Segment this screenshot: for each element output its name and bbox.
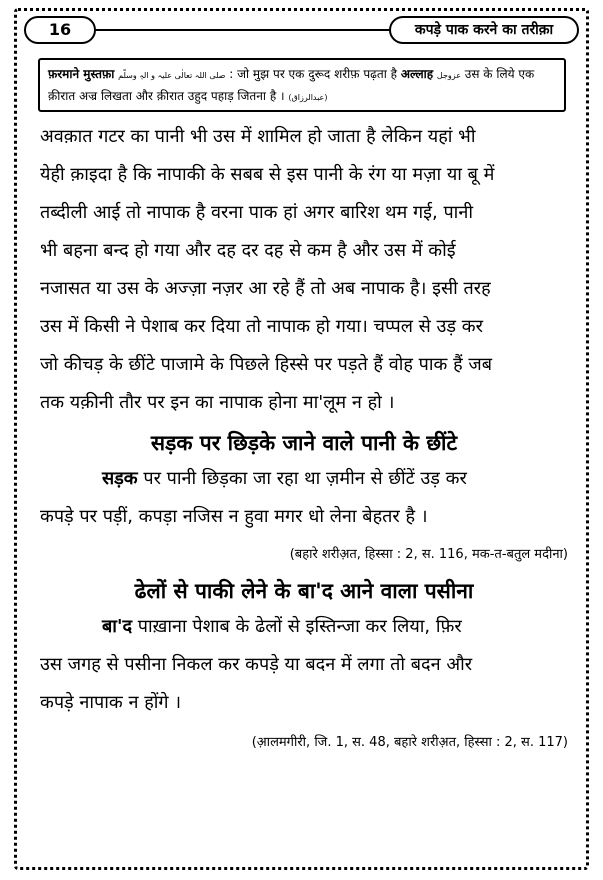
reference-2: (आ़लमगीरी, जि. 1, स. 48, बहारे शरीअ़त, हिस्सा : 2, स. 117)	[251, 735, 568, 750]
reference-1: (बहारे शरीअ़त, हिस्सा : 2, स. 116, मक-त-बतुल मदीना)	[289, 547, 568, 562]
text-line	[40, 460, 568, 498]
header-rule	[96, 29, 391, 31]
text-line: अवक़ात गटर का पानी भी उस में शामिल हो जाता है लेकिन यहां भी	[40, 126, 476, 147]
book-title: कपड़े पाक करने का तरीक़ा	[389, 16, 579, 44]
hadith-box	[38, 58, 566, 112]
paragraph-2	[40, 460, 568, 536]
section-heading-2: ढेलों से पाकी लेने के बा'द आने वाला पसीना	[134, 579, 474, 603]
page-header	[24, 16, 579, 46]
hadith-text-2: उस के लिये एक क़ीरात अज्र लिखता और क़ीरात उहुद पहाड़ जितना है ।	[48, 67, 535, 103]
main-content	[40, 118, 568, 758]
text-span: पर पानी छिड़का जा रहा था ज़मीन से छींटें उड़ कर	[143, 468, 467, 489]
hadith-lead: फ़रमाने मुस्तफ़ा	[48, 67, 115, 81]
lead-word: सड़क	[102, 468, 138, 489]
paragraph-3	[40, 608, 568, 722]
text-span: पाख़ाना पेशाब के ढेलों से इस्तिन्जा कर लिया, फ़िर	[137, 616, 462, 637]
text-line	[40, 608, 568, 646]
text-line: नजासत या उस के अज्ज़ा नज़र आ रहे हैं तो अब नापाक है। इसी तरह	[40, 278, 491, 299]
hadith-text-1: : जो मुझ पर एक दुरूद शरीफ़ पढ़ता है	[229, 67, 398, 81]
allah-word: अल्लाह	[400, 67, 434, 81]
text-line: जो कीचड़ के छींटे पाजामे के पिछले हिस्से पर पड़ते हैं वोह पाक हैं जब	[40, 354, 492, 375]
section-heading-1: सड़क पर छिड़के जाने वाले पानी के छींटे	[150, 431, 458, 455]
honorific: صلی اللہ تعالٰی علیہ و الہٖ وسلّم	[118, 71, 226, 80]
text-line: येही क़ाइदा है कि नापाकी के सबब से इस पानी के रंग या मज़ा या बू में	[40, 164, 495, 185]
page-number: 16	[24, 16, 96, 44]
text-line: कपड़े पर पड़ीं, कपड़ा नजिस न हुवा मगर धो लेना बेहतर है ।	[40, 506, 428, 527]
text-line: कपड़े नापाक न होंगे ।	[40, 692, 182, 713]
text-line: तब्दीली आई तो नापाक है वरना पाक हां अगर बारिश थम गई, पानी	[40, 202, 473, 223]
azza-honorific: عزوجل	[436, 71, 461, 80]
text-line: उस में किसी ने पेशाब कर दिया तो नापाक हो गया। चप्पल से उड़ कर	[40, 316, 483, 337]
hadith-source: (عبدالرزاق)	[288, 93, 328, 102]
text-line: तक यक़ीनी तौर पर इन का नापाक होना मा'लूम न हो ।	[40, 392, 395, 413]
text-line: भी बहना बन्द हो गया और दह दर दह से कम है और उस में कोई	[40, 240, 456, 261]
text-line: उस जगह से पसीना निकल कर कपड़े या बदन में लगा तो बदन और	[40, 654, 473, 675]
paragraph-1	[40, 118, 568, 422]
lead-word: बा'द	[102, 616, 133, 637]
